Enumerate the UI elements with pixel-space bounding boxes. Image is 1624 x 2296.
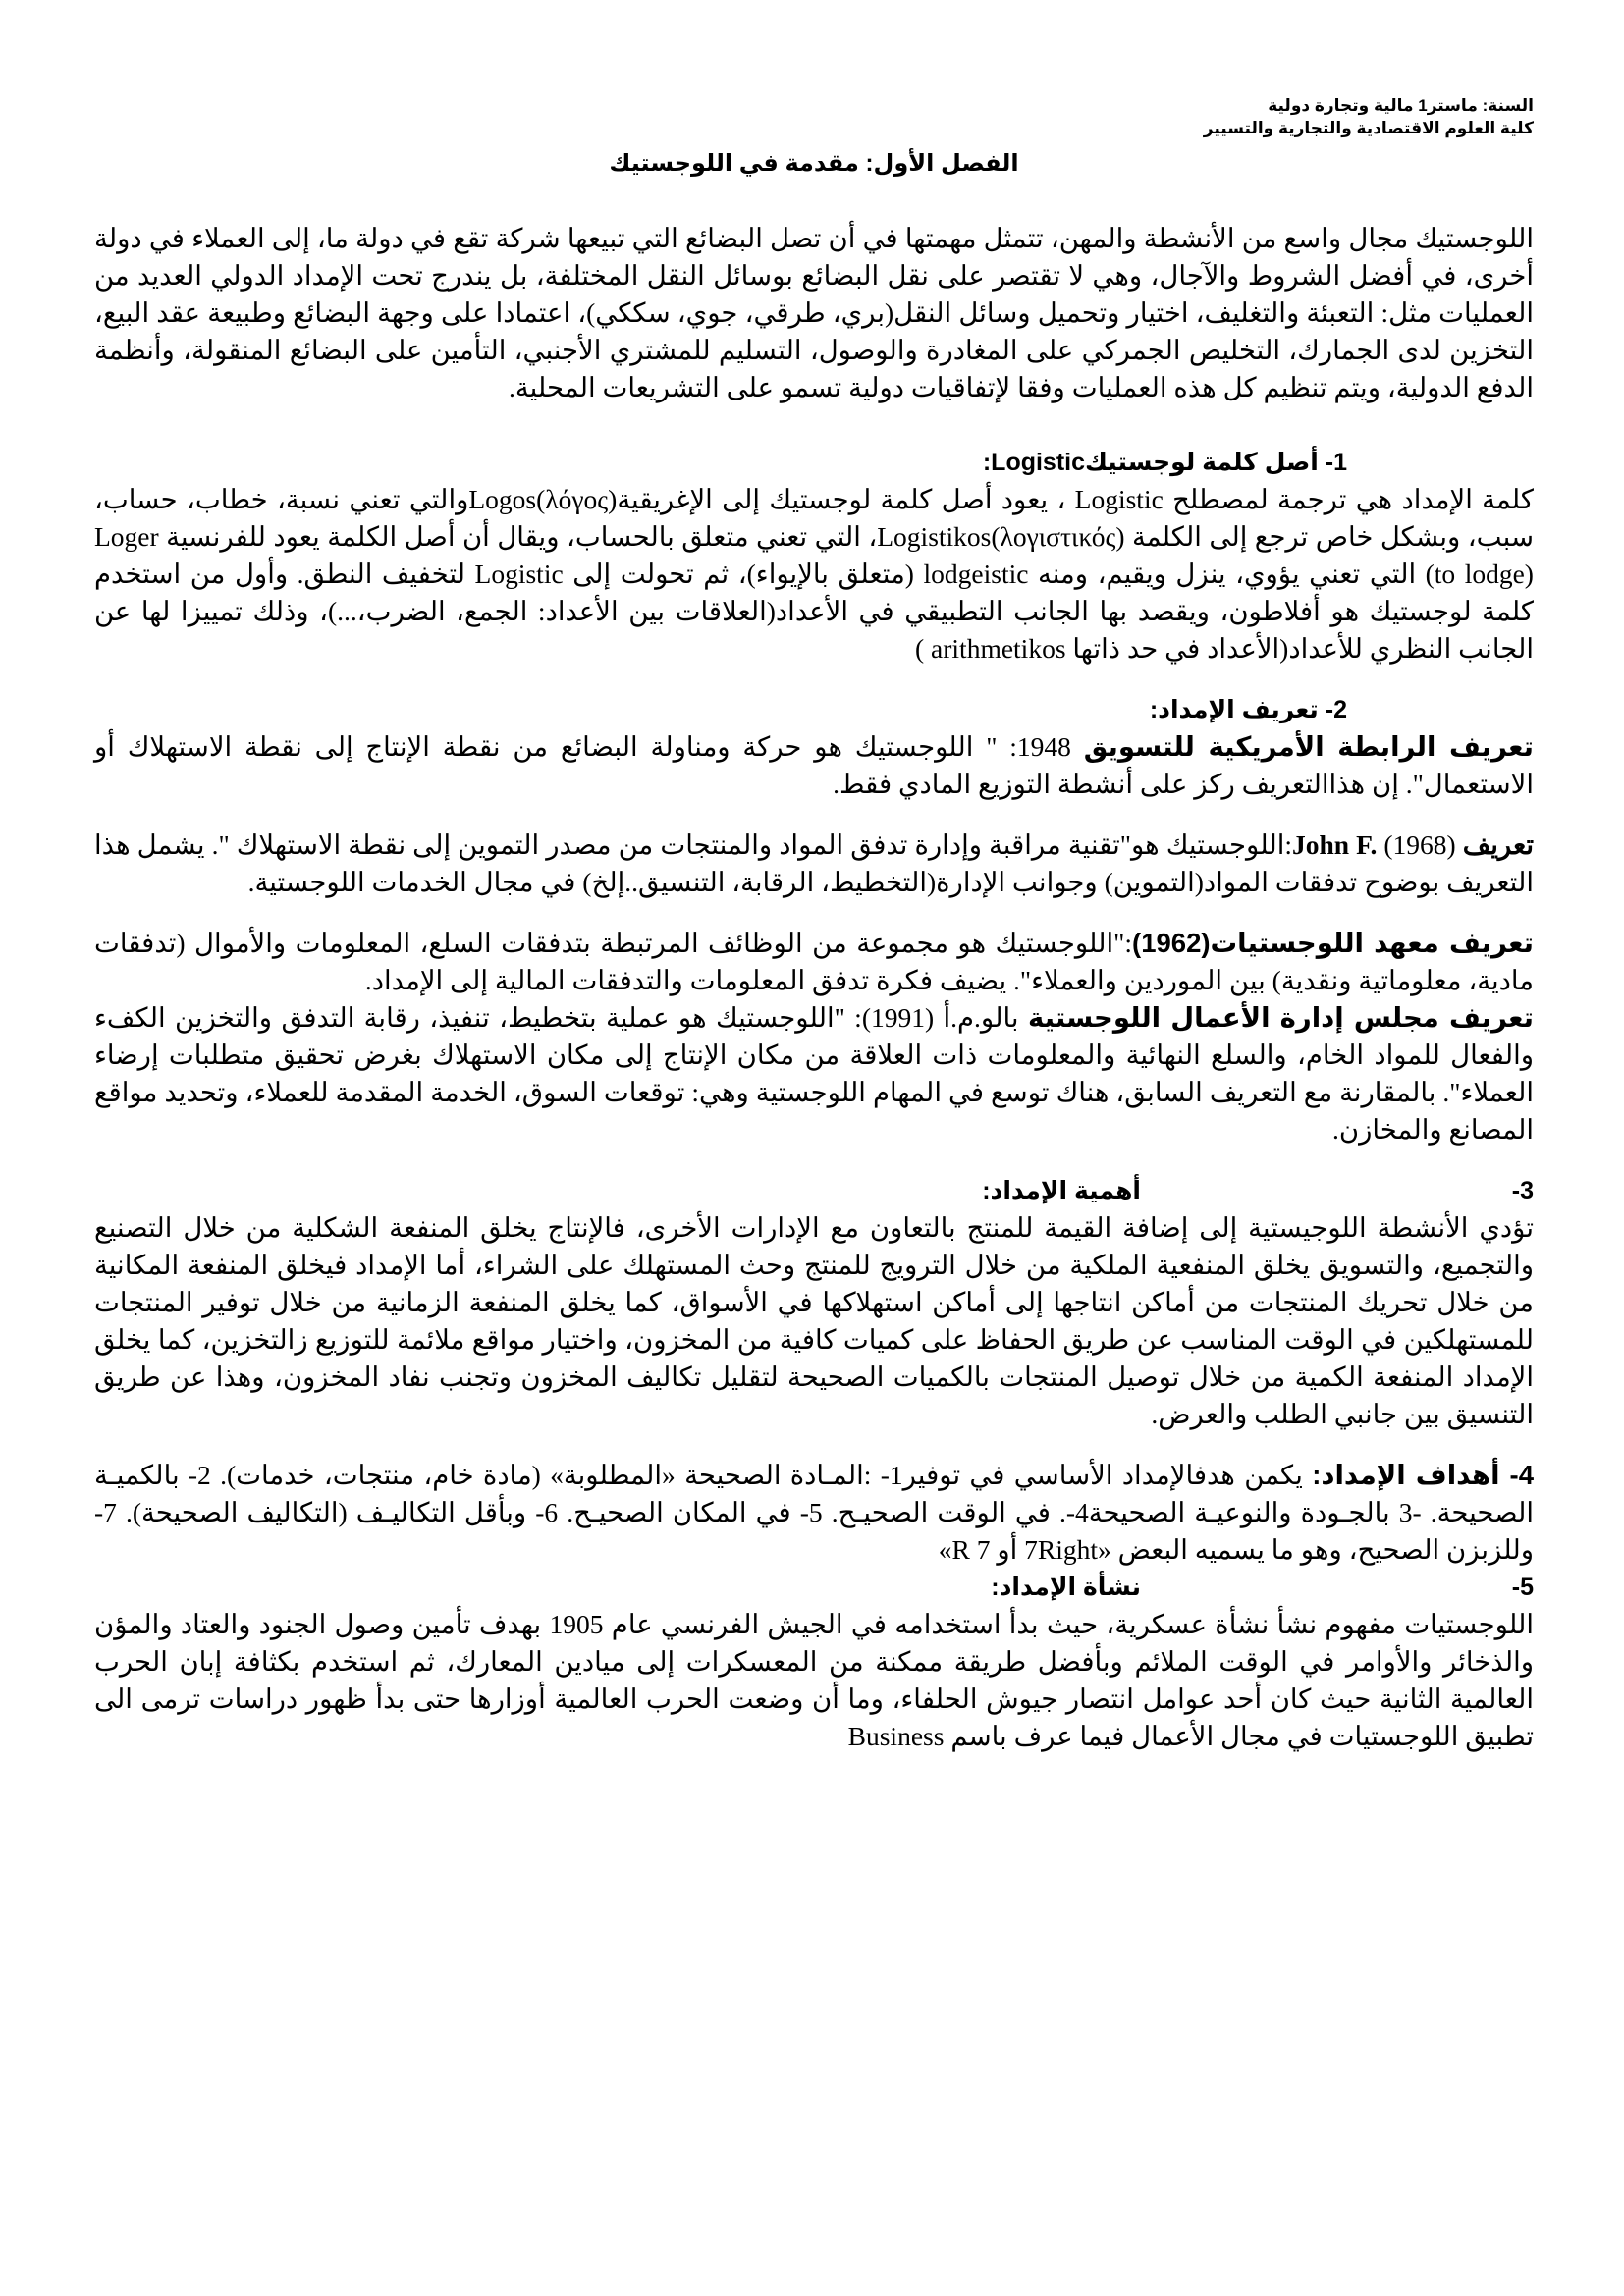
page-header <box>94 94 1534 139</box>
section-3-number: 3- <box>1511 1177 1534 1204</box>
definition-institute-label: تعريف معهد اللوجستيات(1962) <box>1132 928 1534 958</box>
definition-john-f-text: (1968):اللوجستيك هو"تقنية مراقبة وإدارة تدفق المواد والمنتجات من مصدر التموين إلى نقطة الاستهلاك ". يشمل هذا التعريف بوضوح تدفقات المواد(التموين) وجوانب الإدارة(التخطيط، الرقابة، التنسيق..إلخ) في مجال الخدمات اللوجستية. <box>94 829 1534 897</box>
header-faculty: كلية العلوم الاقتصادية والتجارية والتسيير <box>1203 119 1534 137</box>
header-program: السنة: ماستر1 مالية وتجارة دولية <box>1268 96 1534 115</box>
definition-ama <box>94 728 1534 803</box>
section-5-title: نشأة الإمداد: <box>991 1574 1141 1601</box>
definition-council-text: بالو.م.أ (1991): "اللوجستيك هو عملية بتخطيط، تنفيذ، رقابة التدفق والتخزين الكفء والفعال للمواد الخام، والسلع النهائية والمعلومات ذات العلاقة من مكان الإنتاج إلى مكان الاستهلاك بغرض تحقيق متطلبات إرضاء العملاء". بالمقارنة مع التعريف السابق، هناك توسع في المهام اللوجستية وهي: توقعات السوق، الخدمة المقدمة للعملاء، وتحديد مواقع المصانع والمخازن. <box>94 1002 1534 1145</box>
definition-ama-label: تعريف الرابطة الأمريكية للتسويق <box>1083 731 1534 762</box>
section-4-paragraph <box>94 1457 1534 1569</box>
definition-institute <box>94 925 1534 999</box>
section-3-heading <box>94 1172 1534 1209</box>
section-3-body: تؤدي الأنشطة اللوجيستية إلى إضافة القيمة للمنتج بالتعاون مع الإدارات الأخرى، فالإنتاج يخلق المنفعة الشكلية من خلال التصنيع والتجميع، والتسويق يخلق المنفعية الملكية من خلال الترويج للمنتج وحث المستهلك على الشراء، أما الإمداد فيخلق المنفعة المكانية من خلال تحريك المنتجات من أماكن انتاجها إلى أماكن استهلاكها في الأسواق، كما يخلق المنفعة الزمانية من خلال توفير المنتجات للمستهلكين في الوقت المناسب عن طريق الحفاظ على كميات كافية من المخزون، واختيار مواقع ملائمة للتوزيع زالتخزين، كما يخلق الإمداد المنفعة الكمية من خلال توصيل المنتجات بالكميات الصحيحة لتقليل تكاليف المخزون وتجنب نفاد المخزون، وهذا عن طريق التنسيق بين جانبي الطلب والعرض. <box>94 1212 1534 1429</box>
section-3-title: أهمية الإمداد: <box>982 1177 1141 1204</box>
section-5-number: 5- <box>1511 1574 1534 1601</box>
section-2-heading: 2- تعريف الإمداد: <box>1149 696 1347 723</box>
chapter-title: الفصل الأول: مقدمة في اللوجستيك <box>609 150 1019 177</box>
section-5-body: اللوجستيات مفهوم نشأ نشأة عسكرية، حيث بدأ استخدامه في الجيش الفرنسي عام 1905 بهدف تأمين وصول الجنود والعتاد والمؤن والذخائر والأوامر في الوقت الملائم وبأفضل طريقة ممكنة من المعسكرات إلى ميادين المعارك، ثم استخدم بكثافة إبان الحرب العالمية الثانية حيث كان أحد عوامل انتصار جيوش الحلفاء، وما أن وضعت الحرب العالمية أوزارها حتى بدأ ظهور دراسات ترمى الى تطبيق اللوجستيات في مجال الأعمال فيما عرف باسم Business <box>94 1609 1535 1751</box>
intro-paragraph: اللوجستيك مجال واسع من الأنشطة والمهن، تتمثل مهمتها في أن تصل البضائع التي تبيعها شركة تقع في دولة ما، إلى العملاء في دولة أخرى، في أفضل الشروط والآجال، وهي لا تقتصر على نقل البضائع بوسائل النقل المختلفة، بل يندرج تحت الإمداد الدولي العديد من العمليات مثل: التعبئة والتغليف، اختيار وتحميل وسائل النقل(بري، طرقي، جوي، سككي)، اعتمادا على وجهة البضائع وطبيعة عقد البيع، التخزين لدى الجمارك، التخليص الجمركي على المغادرة والوصول، التسليم للمشتري الأجنبي، التأمين على البضائع المنقولة، وأنظمة الدفع الدولية، ويتم تنظيم كل هذه العمليات وفقا لإتفاقيات دولية تسمو على التشريعات المحلية. <box>94 223 1534 402</box>
section-1-heading: 1- أصل كلمة لوجستيكLogistic: <box>982 449 1347 476</box>
definition-john-f <box>94 827 1534 901</box>
definition-john-f-label: تعريف John F. <box>1292 829 1534 860</box>
section-4-text: يكمن هدفالإمداد الأساسي في توفير1- :المـادة الصحيحة «المطلوبة» (مادة خام، منتجات، خدمات). 2- بالكميـة الصحيحة. -3 بالجـودة والنوعيـة الصحيحة4-. في الوقت الصحيـح. 5- في المكان الصحيـح. 6- وبأقل التكاليـف (التكاليف الصحيحة). 7- وللزبزن الصحيح، وهو ما يسميه البعض «7Right أو 7 R» <box>94 1460 1534 1565</box>
section-1-body: كلمة الإمداد هي ترجمة لمصطلح Logistic ، يعود أصل كلمة لوجستيك إلى الإغريقيةLogos(λόγος)والتي تعني نسبة، خطاب، حساب، سبب، وبشكل خاص ترجع إلى الكلمة Logistikos(λογιστικός)، التي تعني متعلق بالحساب، ويقال أن أصل الكلمة يعود للفرنسية Loger (to lodge) التي تعني يؤوي، ينزل ويقيم، ومنه lodgeistic (متعلق بالإيواء)، ثم تحولت إلى Logistic لتخفيف النطق. وأول من استخدم كلمة لوجستيك هو أفلاطون، ويقصد بها الجانب التطبيقي في الأعداد(العلاقات بين الأعداد: الجمع، الضرب،...)، وذلك تمييزا لها عن الجانب النظري للأعداد(الأعداد في حد ذاتها arithmetikos ) <box>94 484 1534 664</box>
section-5-heading <box>94 1569 1534 1606</box>
definition-council-label: تعريف مجلس إدارة الأعمال اللوجستية <box>1027 1002 1534 1033</box>
section-4-label: 4- أهداف الإمداد: <box>1312 1460 1535 1490</box>
definition-institute-text: :"اللوجستيك هو مجموعة من الوظائف المرتبطة بتدفقات السلع، المعلومات والأموال (تدفقات مادية، معلوماتية ونقدية) بين الموردين والعملاء". يضيف فكرة تدفق المعلومات والتدفقات المالية إلى الإمداد. <box>94 928 1534 995</box>
definition-council <box>94 999 1534 1148</box>
definition-ama-text: 1948: " اللوجستيك هو حركة ومناولة البضائع من نقطة الإنتاج إلى نقطة الاستهلاك أو الاستعمال". إن هذاالتعريف ركز على أنشطة التوزيع المادي فقط. <box>94 731 1534 799</box>
